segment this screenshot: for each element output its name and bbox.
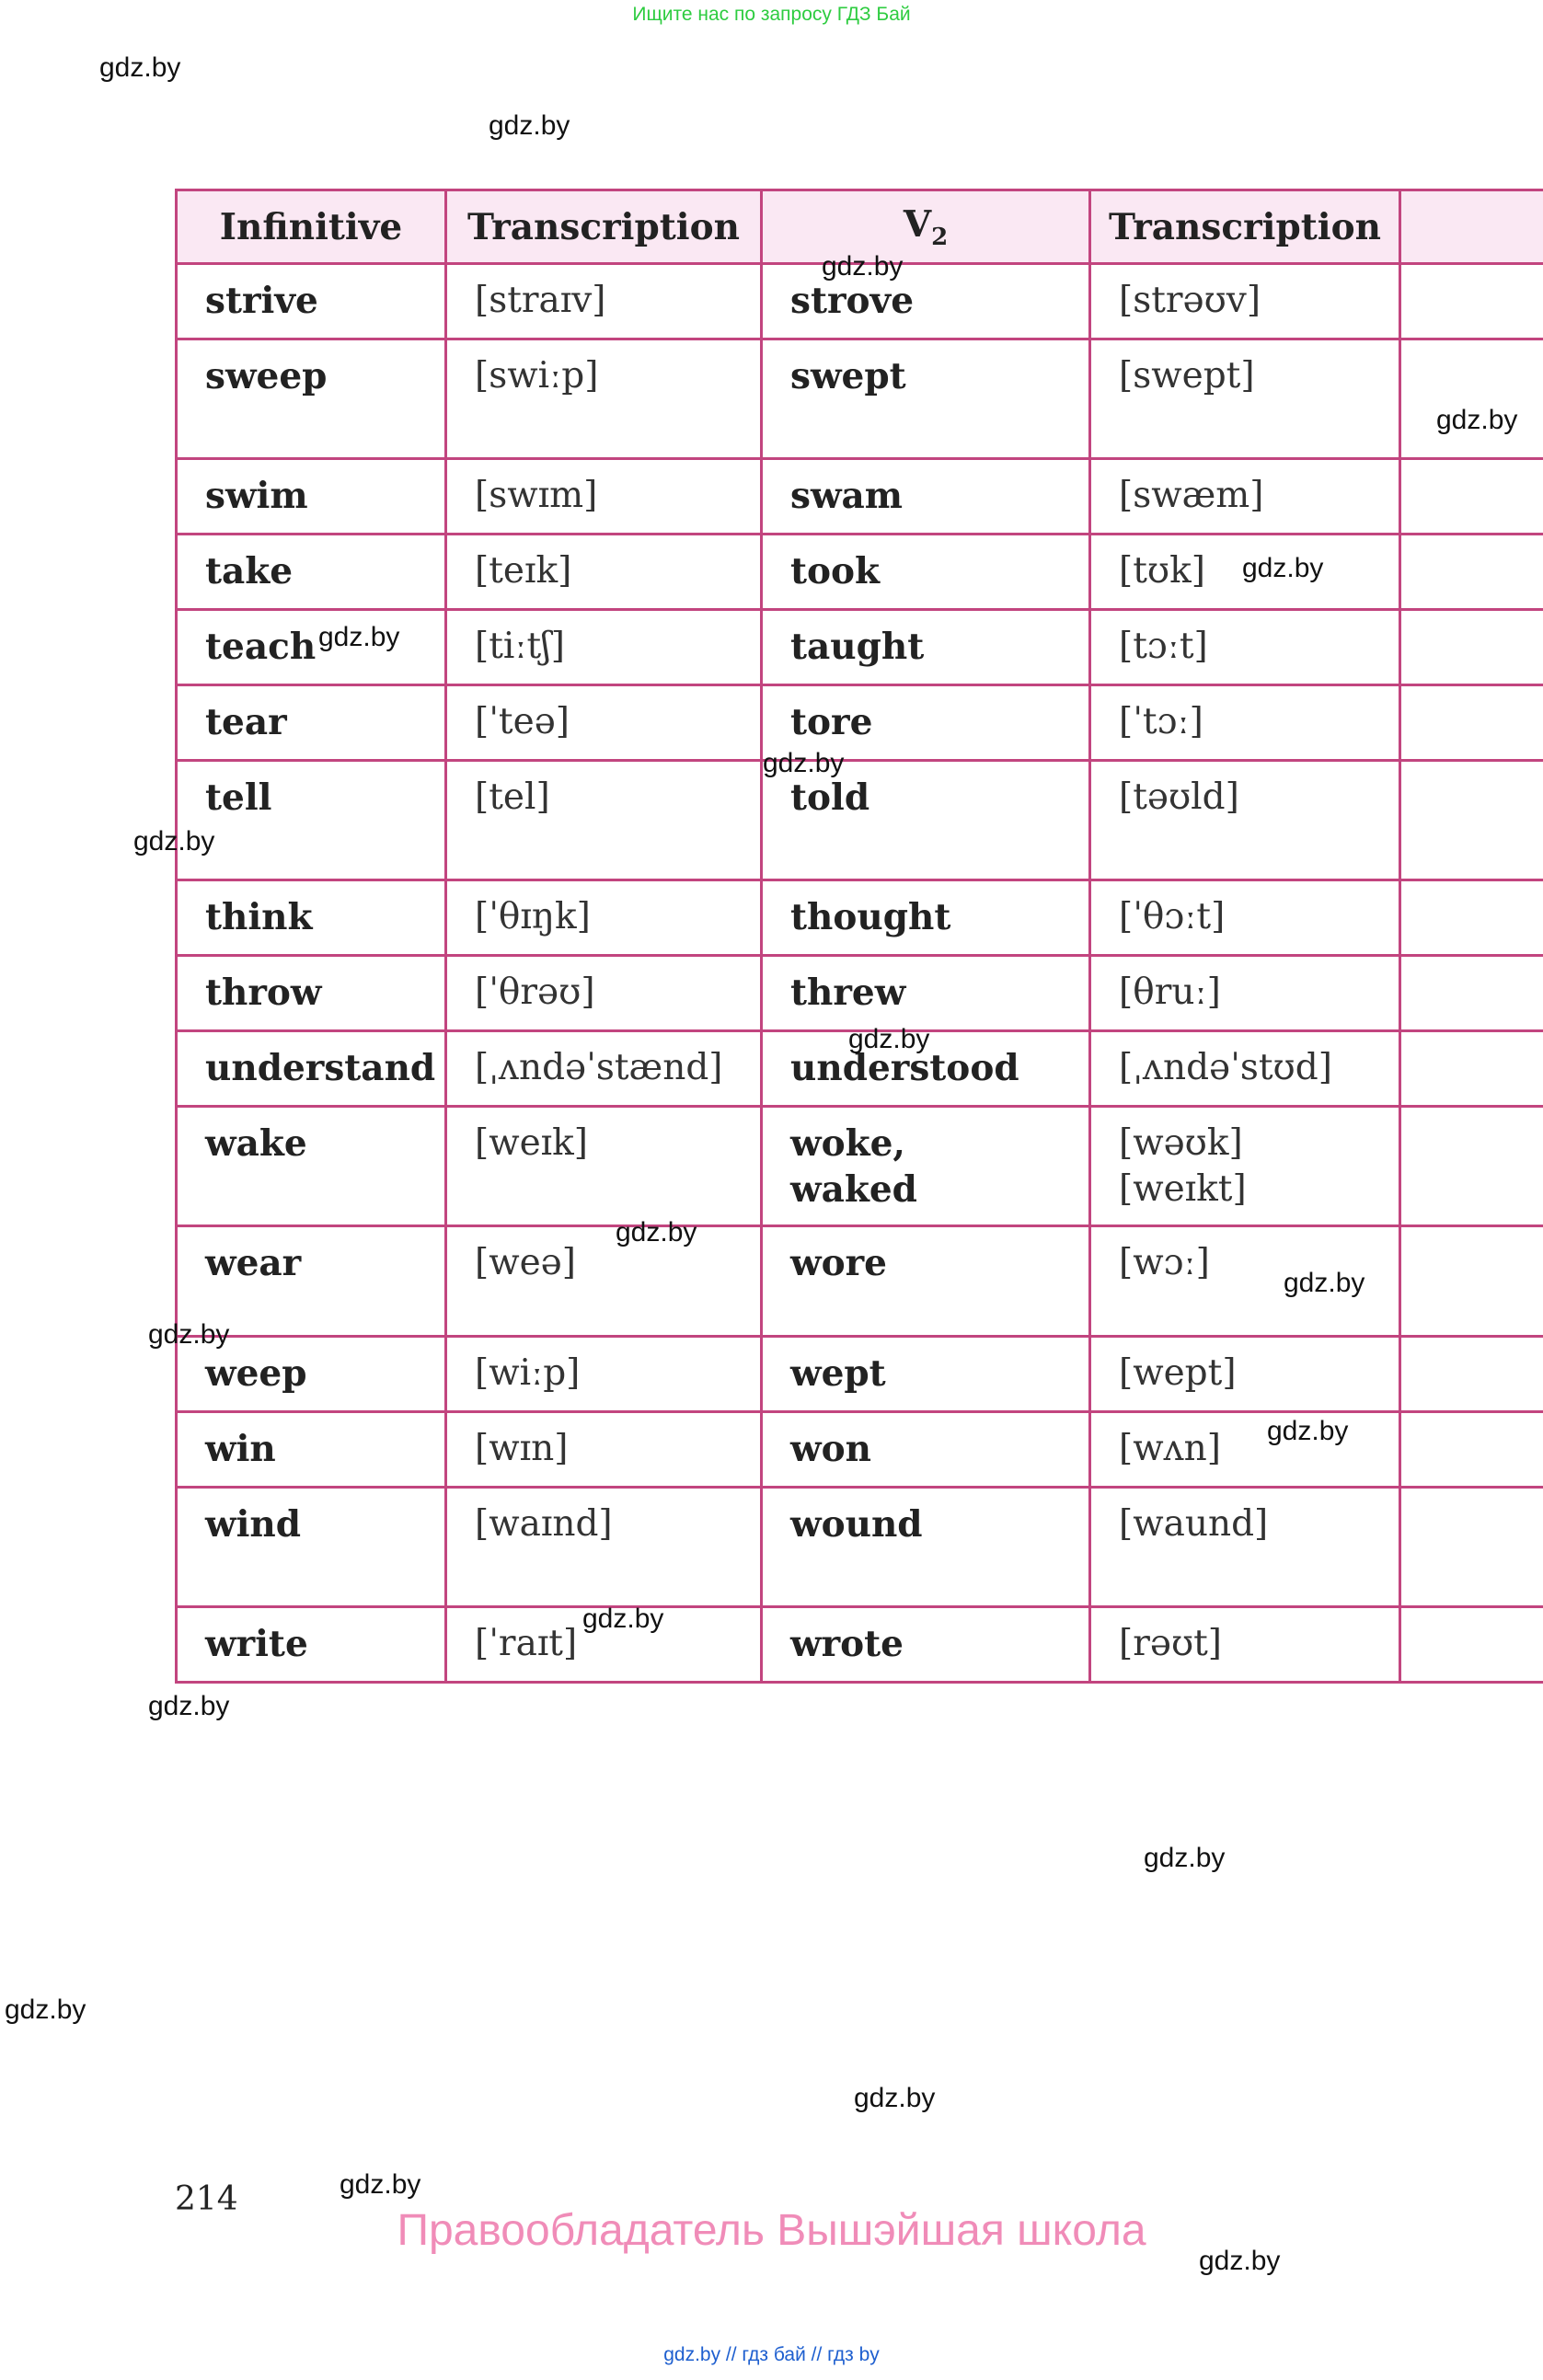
blank-cell — [1400, 685, 1543, 761]
v2-transcription-cell: [θruː] — [1119, 972, 1221, 1013]
v2-transcription-cell: [ˌʌndəˈstʊd] — [1119, 1047, 1332, 1088]
v2-cell: wrote — [790, 1623, 904, 1665]
infinitive-cell: swim — [205, 475, 308, 517]
blank-cell — [1400, 459, 1543, 535]
footer-links[interactable]: gdz.by // гдз бай // гдз by — [663, 2344, 880, 2365]
v2-cell: wept — [790, 1352, 886, 1395]
v2-cell: threw — [790, 972, 906, 1014]
transcription-cell: [straɪv] — [475, 280, 606, 321]
header-blank — [1400, 190, 1543, 264]
header-v2 — [762, 190, 1090, 264]
blank-cell — [1400, 956, 1543, 1031]
transcription-cell: [waɪnd] — [475, 1503, 613, 1545]
watermark: gdz.by — [582, 1604, 664, 1634]
table-row — [177, 535, 1543, 610]
transcription-cell: [tel] — [475, 776, 550, 818]
v2-cell: told — [790, 776, 870, 819]
blank-cell — [1400, 880, 1543, 956]
transcription-cell: [swɪm] — [475, 475, 598, 516]
blank-cell — [1400, 1488, 1543, 1607]
table-row — [177, 956, 1543, 1031]
transcription-cell: [wiːp] — [475, 1352, 581, 1394]
blank-cell — [1400, 761, 1543, 880]
v2-cell: wore — [790, 1242, 887, 1284]
watermark: gdz.by — [848, 1024, 930, 1054]
blank-cell — [1400, 1412, 1543, 1488]
watermark: gdz.by — [1144, 1843, 1226, 1873]
transcription-cell: [ˈraɪt] — [475, 1623, 578, 1664]
infinitive-cell: sweep — [205, 355, 328, 397]
copyright-notice: Правообладатель Вышэйшая школа — [397, 2206, 1146, 2255]
v2-transcription-cell: [ˈθɔːt] — [1119, 896, 1226, 937]
v2-transcription-cell: [waund] — [1119, 1503, 1269, 1545]
infinitive-cell: think — [205, 896, 313, 938]
infinitive-cell: tell — [205, 776, 272, 819]
v2-cell: taught — [790, 626, 925, 668]
watermark: gdz.by — [1436, 405, 1518, 435]
infinitive-cell: tear — [205, 701, 287, 743]
infinitive-cell: win — [205, 1428, 276, 1470]
watermark: gdz.by — [763, 748, 845, 778]
transcription-cell: [teɪk] — [475, 550, 572, 592]
v2-transcription-line: [wəʊk] — [1119, 1122, 1243, 1164]
v2-transcription-cell: [swept] — [1119, 355, 1255, 397]
v2-transcription-line-alt: [weɪkt] — [1119, 1168, 1247, 1210]
infinitive-cell: weep — [205, 1352, 307, 1395]
v2-transcription-cell: [rəʊt] — [1119, 1623, 1223, 1664]
v2-cell: strove — [790, 280, 915, 322]
watermark: gdz.by — [1267, 1416, 1349, 1446]
infinitive-cell: throw — [205, 972, 322, 1014]
header-transcription: Transcription — [446, 190, 762, 264]
infinitive-cell: teach — [205, 626, 317, 668]
blank-cell — [1400, 339, 1543, 459]
irregular-verbs-table — [175, 189, 1543, 1684]
watermark: gdz.by — [148, 1691, 230, 1721]
watermark: gdz.by — [148, 1319, 230, 1350]
watermark: gdz.by — [616, 1217, 697, 1247]
v2-cell: took — [790, 550, 881, 592]
v2-cell: wound — [790, 1503, 923, 1546]
table-row — [177, 459, 1543, 535]
blank-cell — [1400, 1337, 1543, 1412]
transcription-cell: [weə] — [475, 1242, 576, 1283]
v2-transcription-cell: [təʊld] — [1119, 776, 1239, 818]
watermark: gdz.by — [340, 2169, 421, 2200]
transcription-cell: [ˈθɪŋk] — [475, 896, 591, 937]
transcription-cell: [tiːtʃ] — [475, 626, 565, 667]
watermark: gdz.by — [489, 110, 570, 141]
table-row — [177, 685, 1543, 761]
table-row — [177, 1607, 1543, 1683]
v2-transcription-cell — [1091, 1108, 1399, 1213]
v2-line: woke, — [790, 1122, 905, 1165]
blank-cell — [1400, 1607, 1543, 1683]
transcription-cell: [ˈθrəʊ] — [475, 972, 595, 1013]
blank-cell — [1400, 1226, 1543, 1337]
infinitive-cell: wear — [205, 1242, 302, 1284]
v2-transcription-cell: [wɔː] — [1119, 1242, 1210, 1283]
infinitive-cell: wind — [205, 1503, 302, 1546]
v2-transcription-cell: [ˈtɔː] — [1119, 701, 1203, 742]
infinitive-cell: write — [205, 1623, 308, 1665]
blank-cell — [1400, 1107, 1543, 1226]
table-row — [177, 1337, 1543, 1412]
transcription-cell: [swiːp] — [475, 355, 599, 397]
transcription-cell: [wɪn] — [475, 1428, 569, 1469]
transcription-cell: [ˌʌndəˈstænd] — [475, 1047, 723, 1088]
infinitive-cell: wake — [205, 1122, 307, 1165]
v2-transcription-cell: [tɔːt] — [1119, 626, 1208, 667]
header-transcription-2: Transcription — [1090, 190, 1400, 264]
v2-transcription-cell: [strəʊv] — [1119, 280, 1261, 321]
infinitive-cell: understand — [205, 1047, 436, 1089]
header-infinitive: Infinitive — [177, 190, 446, 264]
v2-line-alt: waked — [790, 1168, 917, 1211]
watermark: gdz.by — [1242, 553, 1324, 583]
infinitive-cell: take — [205, 550, 294, 592]
v2-cell: swept — [790, 355, 906, 397]
watermark: gdz.by — [854, 2083, 936, 2113]
v2-cell — [763, 1108, 1088, 1213]
watermark: gdz.by — [133, 826, 215, 857]
header-v2-letter: V — [903, 202, 932, 246]
v2-cell: swam — [790, 475, 904, 517]
blank-cell — [1400, 535, 1543, 610]
page-number: 214 — [175, 2180, 238, 2218]
header-v2-subscript: 2 — [931, 223, 949, 251]
blank-cell — [1400, 264, 1543, 339]
table-row — [177, 339, 1543, 459]
blank-cell — [1400, 1031, 1543, 1107]
v2-cell: won — [790, 1428, 871, 1470]
transcription-cell: [ˈteə] — [475, 701, 570, 742]
v2-transcription-cell: [tʊk] — [1119, 550, 1205, 592]
watermark: gdz.by — [99, 52, 181, 83]
watermark: gdz.by — [318, 622, 400, 652]
watermark: gdz.by — [1284, 1268, 1365, 1298]
watermark: gdz.by — [5, 1995, 86, 2025]
v2-cell: thought — [790, 896, 951, 938]
blank-cell — [1400, 610, 1543, 685]
transcription-cell: [weɪk] — [475, 1122, 588, 1164]
v2-transcription-cell: [swæm] — [1119, 475, 1264, 516]
table-row — [177, 1488, 1543, 1607]
infinitive-cell: strive — [205, 280, 318, 322]
watermark: gdz.by — [822, 251, 904, 282]
v2-cell: understood — [790, 1047, 1019, 1089]
v2-cell: tore — [790, 701, 873, 743]
v2-transcription-cell: [wept] — [1119, 1352, 1237, 1394]
table-row — [177, 1107, 1543, 1226]
table-row — [177, 761, 1543, 880]
table-row — [177, 880, 1543, 956]
v2-transcription-cell: [wʌn] — [1119, 1428, 1221, 1469]
watermark: gdz.by — [1199, 2246, 1281, 2276]
top-banner: Ищите нас по запросу ГДЗ Бай — [632, 4, 911, 25]
